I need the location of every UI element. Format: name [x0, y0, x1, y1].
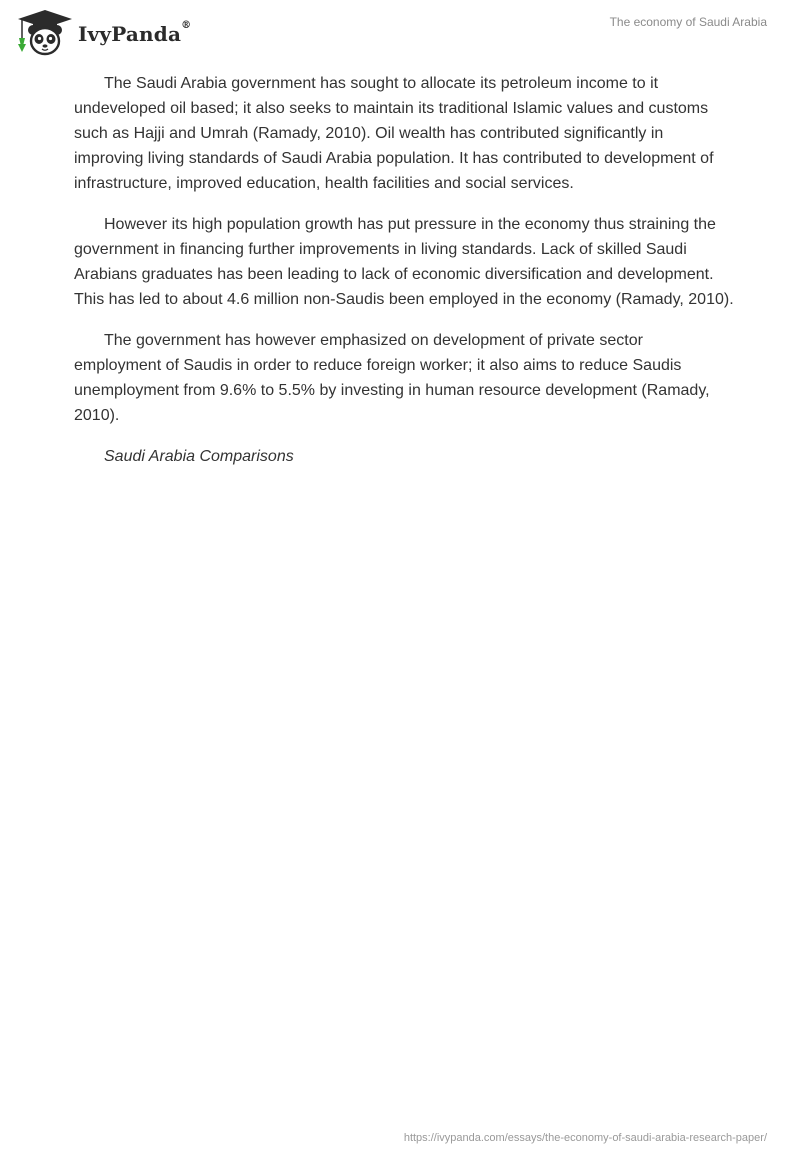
- paragraph: The Saudi Arabia government has sought to allocate its petroleum income to it undeveloped oil based; it also seeks to maintain its traditional Islamic values and customs such as Hajji and Umrah (Ramady, 2010). Oil wealth has contributed significantly in improving living standards of Saudi Arabia population. It has contributed to development of infrastructure, improved education, health facilities and social services.: [74, 75, 714, 192]
- document-title: The economy of Saudi Arabia: [609, 15, 767, 29]
- paragraph: However its high population growth has put pressure in the economy thus straining the government in financing further improvements in living standards. Lack of skilled Saudi Arabians graduates has been leading to lack of economic diversification and development. This has led to about 4.6 million non-Saudis been employed in the economy (Ramady, 2010).: [74, 216, 734, 308]
- section-subheading: Saudi Arabia Comparisons: [104, 448, 294, 465]
- page-header: [0, 0, 800, 64]
- ivypanda-logo[interactable]: [14, 8, 191, 58]
- essay-body: [74, 71, 734, 485]
- registered-mark: ®: [181, 20, 192, 31]
- source-url[interactable]: https://ivypanda.com/essays/the-economy-of-saudi-arabia-research-paper/: [403, 1132, 767, 1144]
- brand-name: IvyPanda®: [78, 20, 192, 46]
- paragraph: The government has however emphasized on development of private sector employment of Saudis in order to reduce foreign worker; it also aims to reduce Saudis unemployment from 9.6% to 5.5% by investing in human resource development (Ramady, 2010).: [74, 332, 710, 424]
- panda-graduate-icon: [14, 8, 76, 58]
